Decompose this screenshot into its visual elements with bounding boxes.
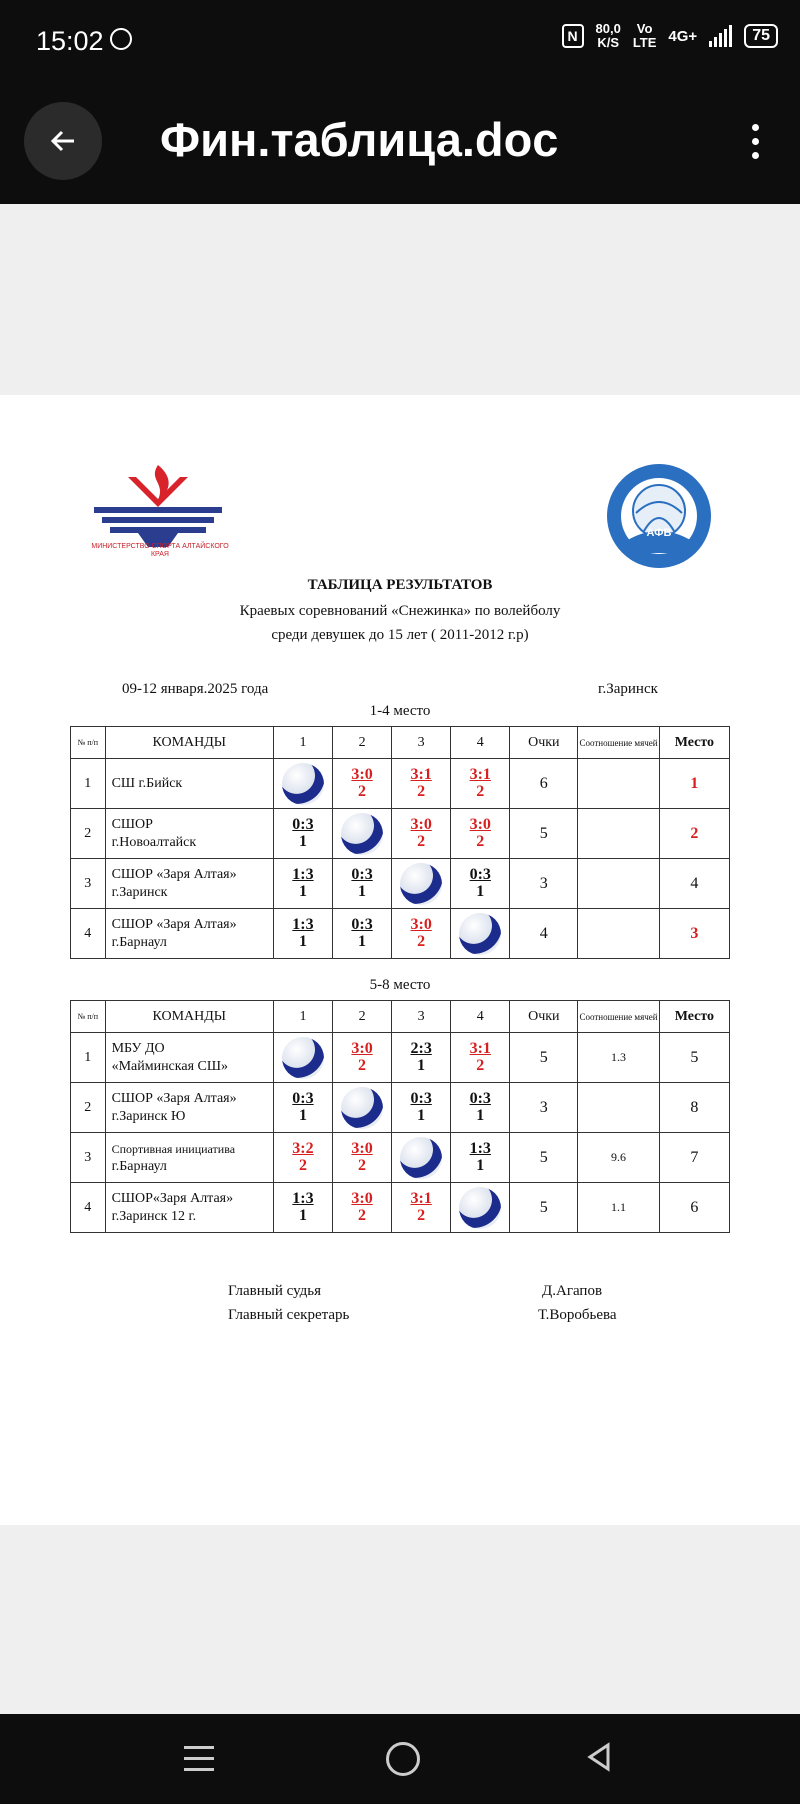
- team-city: г.Барнаул: [111, 934, 167, 950]
- ratio-cell: [578, 859, 659, 909]
- set-score: 3:1: [469, 766, 491, 783]
- score-cell: [333, 809, 392, 859]
- points-cell: 3: [510, 1083, 578, 1133]
- set-score: 3:0: [351, 1140, 373, 1157]
- points-cell: 5: [510, 1033, 578, 1083]
- afv-logo-text: АФВ: [646, 527, 672, 539]
- team-name: СШОР: [111, 816, 153, 832]
- ratio-cell: [578, 1083, 659, 1133]
- points-cell: 5: [510, 1183, 578, 1233]
- score-cell: [333, 1033, 392, 1083]
- table-row: [71, 1183, 730, 1233]
- match-score: [410, 1090, 431, 1124]
- ratio-cell: [578, 909, 659, 959]
- volleyball-icon: [459, 1187, 501, 1229]
- match-score: [410, 766, 431, 800]
- match-score: [410, 816, 431, 850]
- team-name: СШОР «Заря Алтая»: [111, 866, 237, 882]
- points-cell: 6: [510, 759, 578, 809]
- set-score: 3:0: [351, 766, 373, 783]
- match-score: [351, 766, 372, 800]
- header-c2: 2: [333, 1001, 392, 1033]
- ratio-cell: 1.3: [578, 1033, 659, 1083]
- team-cell: [105, 809, 273, 859]
- set-score: 0:3: [292, 1090, 314, 1107]
- match-score: [470, 766, 491, 800]
- match-score: [292, 916, 313, 950]
- doc-subtitle-1: Краевых соревнований «Снежинка» по волейболу: [239, 603, 561, 619]
- points-cell: 4: [510, 909, 578, 959]
- score-cell: [333, 1133, 392, 1183]
- place-cell: 3: [659, 909, 729, 959]
- clock: 15:02: [36, 26, 104, 56]
- match-points: 2: [476, 1057, 485, 1074]
- battery-icon: 75: [744, 24, 778, 48]
- volleyball-icon: [400, 1137, 442, 1179]
- table-header-row: [71, 1001, 730, 1033]
- table-row: [71, 759, 730, 809]
- table-row: [71, 1033, 730, 1083]
- row-number: 1: [71, 1033, 106, 1083]
- network-type: 4G+: [668, 27, 698, 45]
- place-cell: 4: [659, 859, 729, 909]
- score-cell: [273, 759, 332, 809]
- points-cell: 3: [510, 859, 578, 909]
- score-cell: [451, 809, 510, 859]
- score-cell: [451, 859, 510, 909]
- score-cell: [333, 1083, 392, 1133]
- header-c3: 3: [392, 727, 451, 759]
- score-cell: [392, 1033, 451, 1083]
- header-c3: 3: [392, 1001, 451, 1033]
- match-points: 2: [298, 1157, 307, 1174]
- match-points: 1: [298, 883, 307, 900]
- set-score: 0:3: [410, 1090, 432, 1107]
- header-teams: КОМАНДЫ: [105, 727, 273, 759]
- set-score: 3:1: [410, 1190, 432, 1207]
- set-score: 0:3: [351, 916, 373, 933]
- place-cell: 7: [659, 1133, 729, 1183]
- place-cell: 5: [659, 1033, 729, 1083]
- score-cell: [392, 859, 451, 909]
- row-number: 3: [71, 1133, 106, 1183]
- score-cell: [273, 909, 332, 959]
- header-ratio: Соотношение мячей: [578, 727, 659, 759]
- match-score: [470, 816, 491, 850]
- score-cell: [392, 1183, 451, 1233]
- score-cell: [273, 1033, 332, 1083]
- score-cell: [273, 1183, 332, 1233]
- ministry-logo-icon: [88, 455, 228, 555]
- match-points: 2: [417, 783, 426, 800]
- header-c2: 2: [333, 727, 392, 759]
- match-points: 1: [358, 883, 367, 900]
- event-dates: 09-12 января.2025 года: [122, 681, 269, 697]
- match-points: 1: [476, 883, 485, 900]
- header-place: Место: [659, 1001, 729, 1033]
- match-points: 2: [358, 783, 367, 800]
- volleyball-icon: [282, 1037, 324, 1079]
- nfc-icon: N: [562, 24, 584, 48]
- group2-caption: 5-8 место: [369, 977, 431, 993]
- set-score: 3:1: [469, 1040, 491, 1057]
- team-cell: [105, 759, 273, 809]
- signal-icon: [709, 25, 732, 47]
- set-score: 3:0: [469, 816, 491, 833]
- row-number: 1: [71, 759, 106, 809]
- secretary-label: Главный секретарь: [228, 1307, 350, 1323]
- points-cell: 5: [510, 1133, 578, 1183]
- place-cell: 2: [659, 809, 729, 859]
- match-points: 2: [417, 933, 426, 950]
- header-c4: 4: [451, 727, 510, 759]
- volleyball-icon: [400, 863, 442, 905]
- team-city: г.Заринск: [111, 884, 168, 900]
- score-cell: [451, 1033, 510, 1083]
- back-button[interactable]: [24, 102, 102, 180]
- set-score: 0:3: [292, 816, 314, 833]
- match-points: 1: [298, 833, 307, 850]
- row-number: 2: [71, 1083, 106, 1133]
- score-cell: [451, 909, 510, 959]
- match-points: 2: [417, 1207, 426, 1224]
- home-icon[interactable]: [386, 1742, 420, 1776]
- document-title: Фин.таблица.doc: [160, 113, 559, 166]
- header-c4: 4: [451, 1001, 510, 1033]
- arrow-left-icon: [48, 126, 78, 156]
- match-points: 2: [476, 783, 485, 800]
- row-number: 3: [71, 859, 106, 909]
- net-speed: 80,0 K/S: [595, 21, 621, 50]
- match-points: 2: [417, 833, 426, 850]
- match-score: [351, 866, 372, 900]
- header-num: № п/п: [71, 1001, 106, 1033]
- team-name: СШОР«Заря Алтая»: [111, 1190, 234, 1206]
- results-table-5-8: [70, 1000, 730, 1233]
- whatsapp-icon: [110, 28, 132, 50]
- team-city: г.Заринск 12 г.: [111, 1208, 197, 1224]
- document-page: [0, 395, 800, 1525]
- set-score: 3:1: [410, 766, 432, 783]
- set-score: 3:0: [351, 1190, 373, 1207]
- team-name: МБУ ДО: [111, 1040, 165, 1056]
- set-score: 3:0: [410, 916, 432, 933]
- header-c1: 1: [273, 1001, 332, 1033]
- set-score: 1:3: [292, 866, 314, 883]
- judge-name: Д.Агапов: [542, 1283, 603, 1299]
- team-city: «Майминская СШ»: [111, 1058, 228, 1074]
- place-cell: 8: [659, 1083, 729, 1133]
- event-city: г.Заринск: [598, 681, 658, 697]
- team-name: СШОР «Заря Алтая»: [111, 1090, 237, 1106]
- match-points: 2: [476, 833, 485, 850]
- match-score: [292, 866, 313, 900]
- doc-subtitle-2: среди девушек до 15 лет ( 2011-2012 г.р): [271, 627, 529, 643]
- place-cell: 1: [659, 759, 729, 809]
- match-points: 1: [417, 1057, 426, 1074]
- score-cell: [333, 759, 392, 809]
- score-cell: [273, 859, 332, 909]
- header-place: Место: [659, 727, 729, 759]
- score-cell: [392, 1083, 451, 1133]
- header-num: № п/п: [71, 727, 106, 759]
- score-cell: [273, 1133, 332, 1183]
- table-header-row: [71, 727, 730, 759]
- match-score: [351, 916, 372, 950]
- set-score: 3:0: [410, 816, 432, 833]
- team-cell: [105, 1133, 273, 1183]
- set-score: 3:0: [351, 1040, 373, 1057]
- group1-caption: 1-4 место: [369, 703, 431, 719]
- doc-title: ТАБЛИЦА РЕЗУЛЬТАТОВ: [307, 577, 493, 593]
- match-score: [470, 1140, 491, 1174]
- team-cell: [105, 1183, 273, 1233]
- team-city: г.Новоалтайск: [111, 834, 197, 850]
- team-cell: [105, 1083, 273, 1133]
- match-score: [351, 1040, 372, 1074]
- score-cell: [333, 859, 392, 909]
- points-cell: 5: [510, 809, 578, 859]
- team-name: СШОР «Заря Алтая»: [111, 916, 237, 932]
- header-c1: 1: [273, 727, 332, 759]
- secretary-name: Т.Воробьева: [538, 1307, 617, 1323]
- header-points: Очки: [510, 727, 578, 759]
- row-number: 2: [71, 809, 106, 859]
- match-points: 2: [358, 1207, 367, 1224]
- set-score: 1:3: [469, 1140, 491, 1157]
- set-score: 1:3: [292, 916, 314, 933]
- score-cell: [451, 1183, 510, 1233]
- match-score: [470, 866, 491, 900]
- score-cell: [451, 1083, 510, 1133]
- match-points: 1: [358, 933, 367, 950]
- match-score: [410, 916, 431, 950]
- score-cell: [333, 1183, 392, 1233]
- score-cell: [273, 809, 332, 859]
- match-points: 1: [417, 1107, 426, 1124]
- match-score: [292, 1090, 313, 1124]
- table-row: [71, 809, 730, 859]
- score-cell: [392, 1133, 451, 1183]
- status-bar: [0, 0, 800, 80]
- set-score: 0:3: [351, 866, 373, 883]
- ratio-cell: 9.6: [578, 1133, 659, 1183]
- match-points: 2: [358, 1057, 367, 1074]
- set-score: 3:2: [292, 1140, 314, 1157]
- match-score: [292, 1190, 313, 1224]
- match-points: 1: [476, 1157, 485, 1174]
- set-score: 0:3: [469, 866, 491, 883]
- score-cell: [451, 1133, 510, 1183]
- judge-label: Главный судья: [228, 1283, 322, 1299]
- row-number: 4: [71, 1183, 106, 1233]
- score-cell: [392, 759, 451, 809]
- score-cell: [392, 909, 451, 959]
- score-cell: [273, 1083, 332, 1133]
- volleyball-icon: [341, 1087, 383, 1129]
- table-row: [71, 1133, 730, 1183]
- ratio-cell: [578, 809, 659, 859]
- team-city: г.Барнаул: [111, 1158, 167, 1174]
- app-bar: [0, 80, 800, 204]
- match-points: 1: [476, 1107, 485, 1124]
- table-row: [71, 859, 730, 909]
- results-table-1-4: [70, 726, 730, 959]
- nav-back-icon[interactable]: [586, 1742, 612, 1772]
- match-points: 2: [358, 1157, 367, 1174]
- ministry-logo-text: МИНИСТЕРСТВО СПОРТА АЛТАЙСКОГО КРАЯ: [91, 543, 229, 558]
- team-city: г.Заринск Ю: [111, 1108, 186, 1124]
- afv-logo-icon: [604, 461, 714, 571]
- table-row: [71, 1083, 730, 1133]
- score-cell: [451, 759, 510, 809]
- volleyball-icon: [459, 913, 501, 955]
- team-cell: [105, 909, 273, 959]
- ratio-cell: 1.1: [578, 1183, 659, 1233]
- match-score: [470, 1040, 491, 1074]
- team-name: Спортивная инициатива: [111, 1141, 236, 1156]
- set-score: 0:3: [469, 1090, 491, 1107]
- more-options-icon[interactable]: [752, 124, 760, 166]
- team-name: СШ г.Бийск: [111, 775, 183, 791]
- table-row: [71, 909, 730, 959]
- header-points: Очки: [510, 1001, 578, 1033]
- team-cell: [105, 1033, 273, 1083]
- match-score: [410, 1190, 431, 1224]
- place-cell: 6: [659, 1183, 729, 1233]
- volte-indicator: Vo LTE: [632, 21, 657, 50]
- set-score: 1:3: [292, 1190, 314, 1207]
- match-points: 1: [298, 1107, 307, 1124]
- match-score: [292, 816, 313, 850]
- team-cell: [105, 859, 273, 909]
- set-score: 2:3: [410, 1040, 432, 1057]
- score-cell: [333, 909, 392, 959]
- match-score: [410, 1040, 431, 1074]
- match-points: 1: [298, 933, 307, 950]
- header-teams: КОМАНДЫ: [105, 1001, 273, 1033]
- match-score: [470, 1090, 491, 1124]
- navigation-bar: [0, 1714, 800, 1804]
- match-score: [292, 1140, 313, 1174]
- match-score: [351, 1140, 372, 1174]
- match-score: [351, 1190, 372, 1224]
- match-points: 1: [298, 1207, 307, 1224]
- volleyball-icon: [341, 813, 383, 855]
- header-ratio: Соотношение мячей: [578, 1001, 659, 1033]
- ratio-cell: [578, 759, 659, 809]
- row-number: 4: [71, 909, 106, 959]
- score-cell: [392, 809, 451, 859]
- recent-apps-icon[interactable]: [184, 1746, 214, 1779]
- volleyball-icon: [282, 763, 324, 805]
